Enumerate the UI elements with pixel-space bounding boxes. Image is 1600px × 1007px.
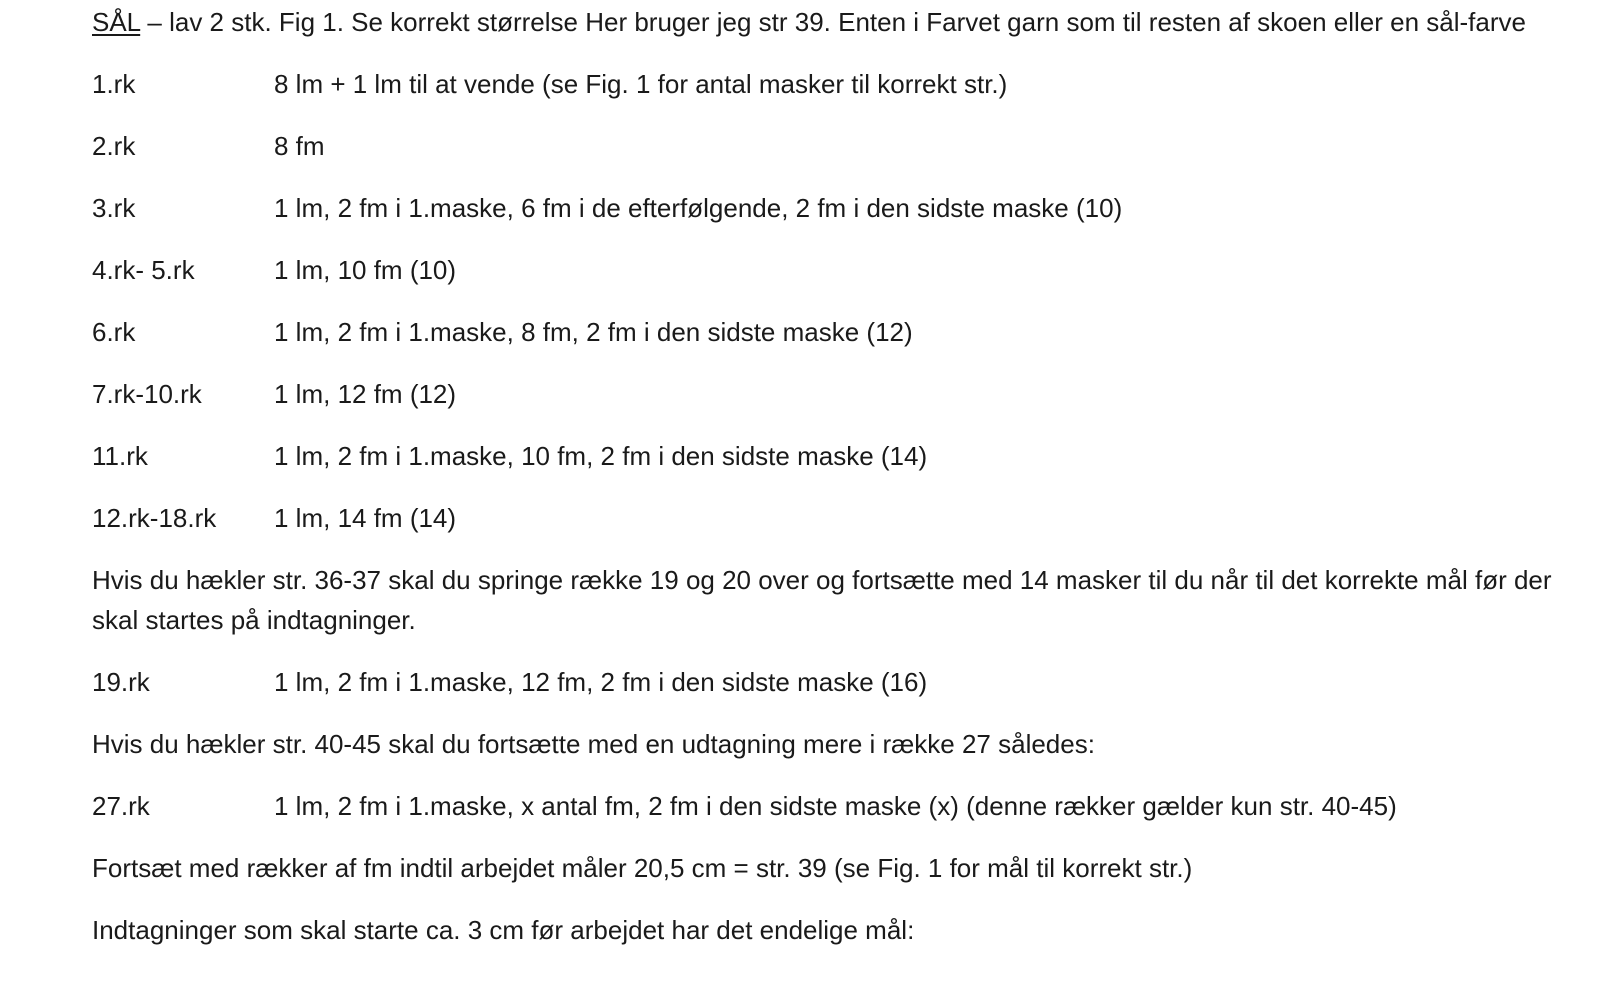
row-label: 6.rk	[92, 317, 136, 347]
document-page	[92, 0, 1572, 950]
row-label: 3.rk	[92, 193, 136, 223]
row-instruction: 1 lm, 2 fm i 1.maske, 6 fm i de efterfølgende, 2 fm i den sidste maske (10)	[274, 193, 1123, 223]
pattern-row	[92, 64, 1572, 104]
row-instruction: 8 fm	[274, 131, 325, 161]
row-label: 11.rk	[92, 441, 148, 471]
pattern-row	[92, 786, 1572, 826]
pattern-row	[92, 374, 1572, 414]
row-instruction: 1 lm, 2 fm i 1.maske, 12 fm, 2 fm i den sidste maske (16)	[274, 667, 928, 697]
pattern-row	[92, 662, 1572, 702]
row-label: 27.rk	[92, 791, 150, 821]
row-label: 1.rk	[92, 69, 136, 99]
pattern-row	[92, 188, 1572, 228]
row-label: 4.rk- 5.rk	[92, 255, 195, 285]
row-instruction: 1 lm, 14 fm (14)	[274, 503, 457, 533]
intro-paragraph	[92, 0, 1572, 42]
note-size-40-45: Hvis du hækler str. 40-45 skal du fortsætte med en udtagning mere i række 27 således:	[92, 729, 1095, 759]
row-instruction: 1 lm, 2 fm i 1.maske, x antal fm, 2 fm i den sidste maske (x) (denne rækker gælder kun str. 40-45)	[274, 791, 1397, 821]
row-label: 7.rk-10.rk	[92, 379, 202, 409]
section-title: SÅL	[92, 7, 141, 37]
row-instruction: 1 lm, 10 fm (10)	[274, 255, 457, 285]
pattern-row	[92, 498, 1572, 538]
intro-text: – lav 2 stk. Fig 1. Se korrekt størrelse Her bruger jeg str 39. Enten i Farvet garn som til resten af skoen eller en sål-farve	[140, 7, 1526, 37]
pattern-row	[92, 436, 1572, 476]
row-instruction: 1 lm, 12 fm (12)	[274, 379, 457, 409]
row-label: 2.rk	[92, 131, 136, 161]
note-size-36-37: Hvis du hækler str. 36-37 skal du springe række 19 og 20 over og fortsætte med 14 masker til du når til det korrekte mål før der skal startes på indtagninger.	[92, 565, 1552, 635]
row-instruction: 1 lm, 2 fm i 1.maske, 10 fm, 2 fm i den sidste maske (14)	[274, 441, 928, 471]
row-label: 12.rk-18.rk	[92, 503, 217, 533]
row-instruction: 8 lm + 1 lm til at vende (se Fig. 1 for antal masker til korrekt str.)	[274, 69, 1008, 99]
pattern-row	[92, 126, 1572, 166]
row-instruction: 1 lm, 2 fm i 1.maske, 8 fm, 2 fm i den sidste maske (12)	[274, 317, 913, 347]
note-continue: Fortsæt med rækker af fm indtil arbejdet måler 20,5 cm = str. 39 (se Fig. 1 for mål til korrekt str.)	[92, 853, 1193, 883]
pattern-row	[92, 250, 1572, 290]
pattern-row	[92, 312, 1572, 352]
note-decrease: Indtagninger som skal starte ca. 3 cm før arbejdet har det endelige mål:	[92, 915, 915, 945]
row-label: 19.rk	[92, 667, 150, 697]
